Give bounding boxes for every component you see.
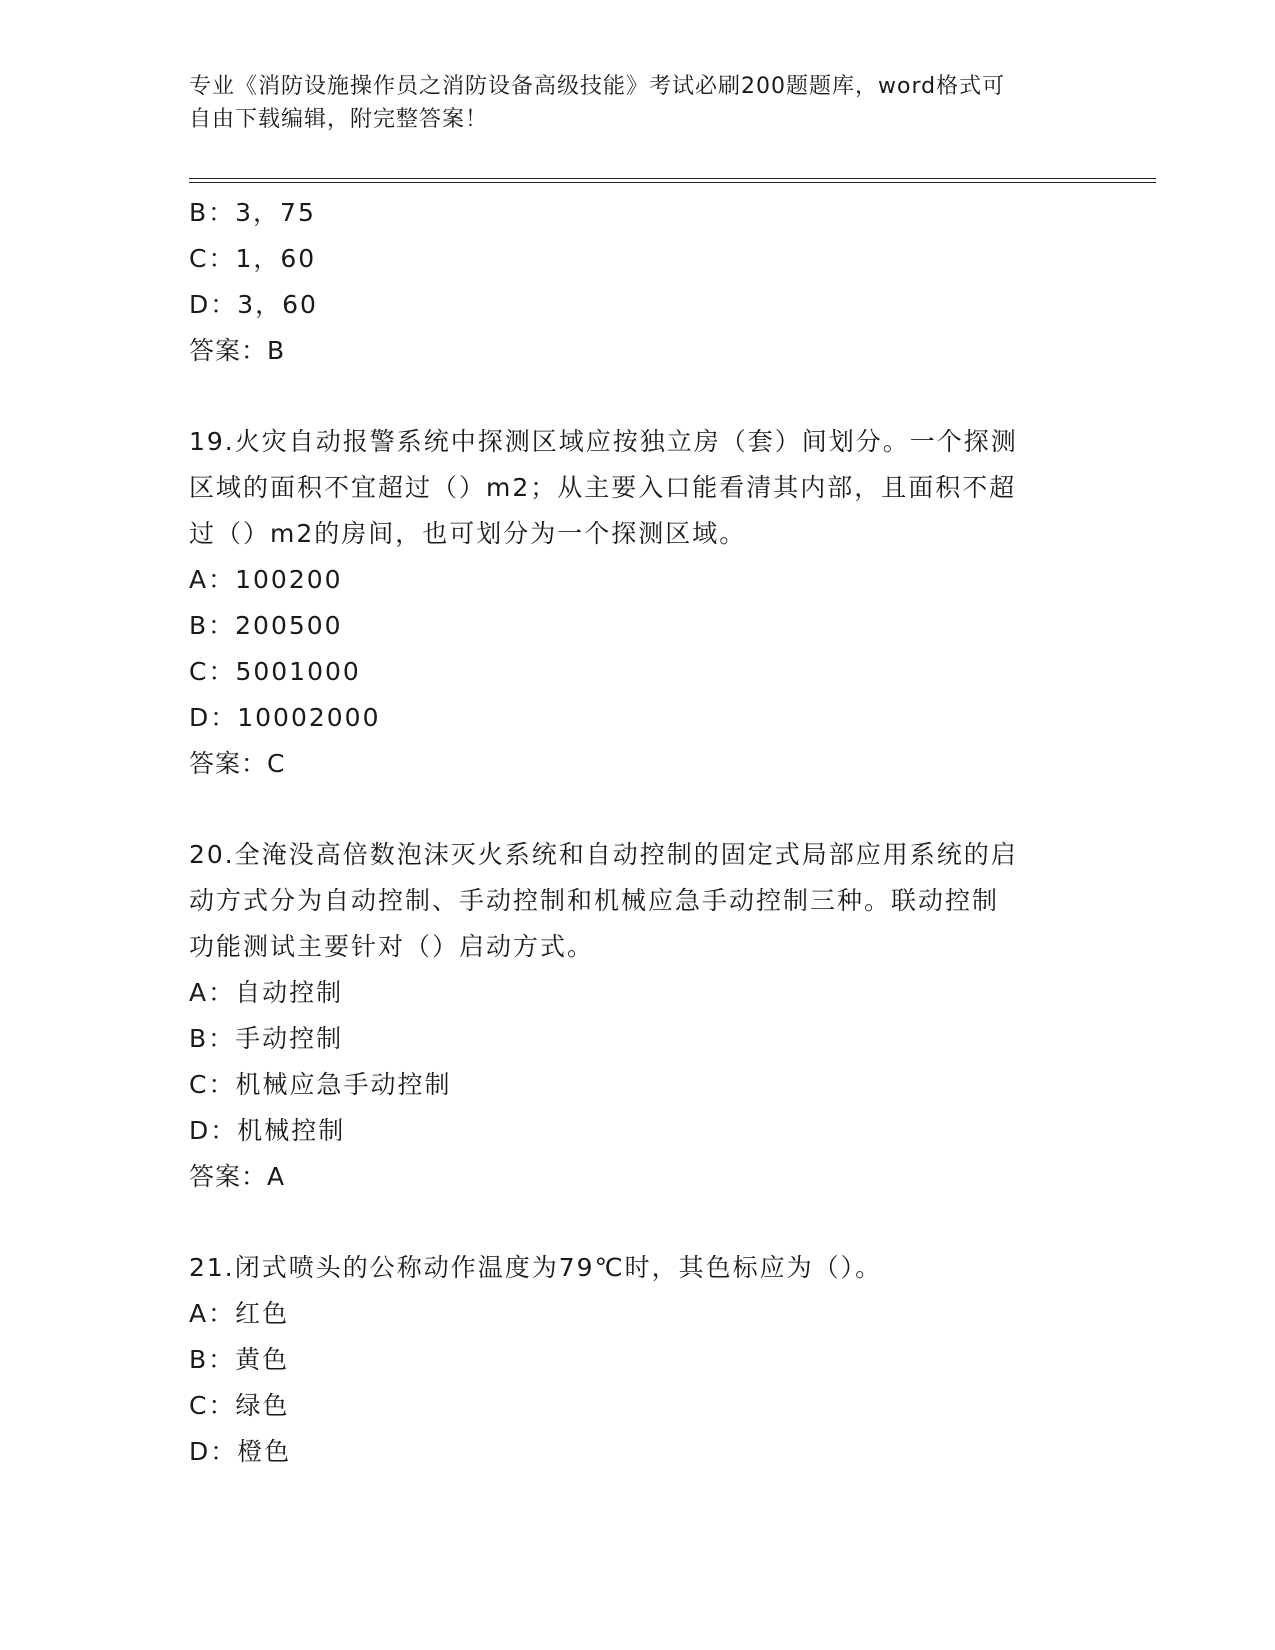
option-c: C：5001000 [189, 657, 361, 686]
header-line-2: 自由下载编辑，附完整答案！ [189, 107, 489, 132]
option-c: C：1，60 [189, 244, 317, 273]
question-text-line: 过（）m2的房间，也可划分为一个探测区域。 [189, 519, 747, 548]
spacer [189, 787, 1089, 832]
answer: 答案：A [189, 1162, 286, 1191]
option-a: A：自动控制 [189, 978, 344, 1007]
option-d: D：10002000 [189, 703, 381, 732]
option-d: D：3，60 [189, 290, 318, 319]
header-line-1: 专业《消防设施操作员之消防设备高级技能》考试必刷200题题库，word格式可 [189, 74, 1006, 99]
answer: 答案：B [189, 336, 286, 365]
question-text-line: 21.闭式喷头的公称动作温度为79℃时，其色标应为（）。 [189, 1253, 883, 1282]
answer: 答案：C [189, 749, 286, 778]
question-text-line: 19.火灾自动报警系统中探测区域应按独立房（套）间划分。一个探测 [189, 427, 1018, 456]
question-text-line: 功能测试主要针对（）启动方式。 [189, 932, 595, 961]
question-18 [189, 190, 1089, 374]
header-divider [189, 178, 1156, 183]
option-b: B：手动控制 [189, 1024, 344, 1053]
option-c: C：机械应急手动控制 [189, 1070, 452, 1099]
option-a: A：红色 [189, 1299, 290, 1328]
option-b: B：3，75 [189, 198, 316, 227]
question-19 [189, 419, 1089, 787]
option-b: B：黄色 [189, 1345, 290, 1374]
spacer [189, 374, 1089, 419]
question-list [189, 190, 1089, 1475]
document-header [189, 70, 1089, 136]
question-21 [189, 1245, 1089, 1475]
question-text-line: 动方式分为自动控制、手动控制和机械应急手动控制三种。联动控制 [189, 886, 1000, 915]
question-20 [189, 832, 1089, 1200]
option-a: A：100200 [189, 565, 343, 594]
question-text-line: 20.全淹没高倍数泡沫灭火系统和自动控制的固定式局部应用系统的启 [189, 840, 1018, 869]
option-b: B：200500 [189, 611, 343, 640]
question-text-line: 区域的面积不宜超过（）m2；从主要入口能看清其内部，且面积不超 [189, 473, 1017, 502]
option-d: D：机械控制 [189, 1116, 346, 1145]
option-d: D：橙色 [189, 1437, 292, 1466]
option-c: C：绿色 [189, 1391, 290, 1420]
spacer [189, 1200, 1089, 1245]
